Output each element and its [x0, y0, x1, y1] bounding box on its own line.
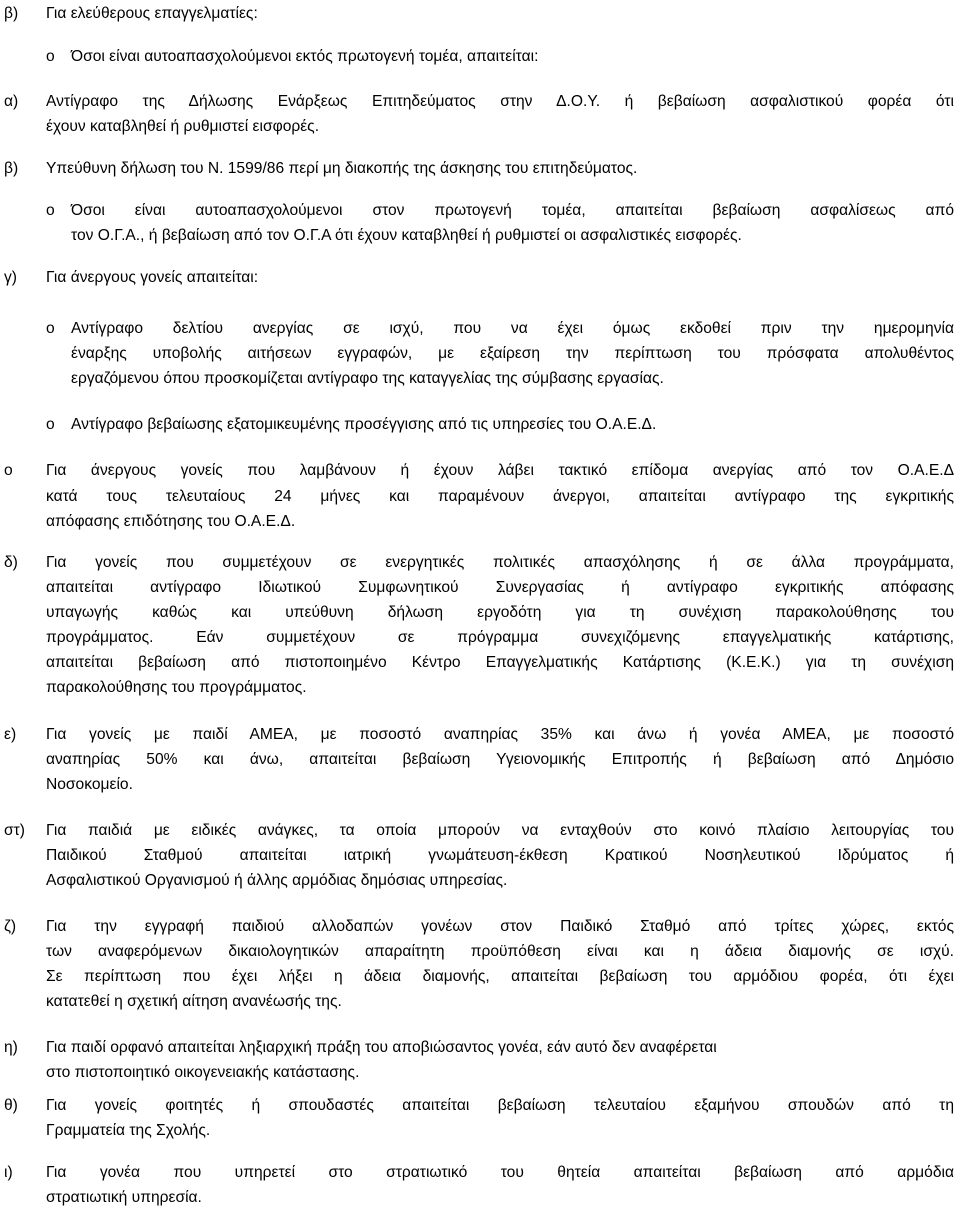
- item-label: δ): [4, 554, 18, 571]
- item-label: ζ): [4, 918, 17, 935]
- paragraph-line: στο πιστοποιητικό οικογενειακής κατάστασης.: [46, 1064, 360, 1081]
- paragraph-line: παρακολούθησης του προγράμματος.: [46, 679, 307, 696]
- paragraph-line: Για παιδιά με ειδικές ανάγκες, τα οποία μπορούν να ενταχθούν στο κοινό πλαίσιο λειτουργίας του: [46, 822, 954, 839]
- paragraph-line: Παιδικού Σταθμού απαιτείται ιατρική γνωμάτευση-έκθεση Κρατικού Νοσηλευτικού Ιδρύματος ή: [46, 847, 954, 864]
- bullet-text: έναρξης υποβολής αιτήσεων εγγραφών, με εξαίρεση την περίπτωση του πρόσφατα απολυθέντος: [71, 345, 954, 362]
- item-label: γ): [4, 269, 17, 286]
- paragraph-line: Για γονείς που συμμετέχουν σε ενεργητικές πολιτικές απασχόλησης ή σε άλλα προγράμματα,: [46, 554, 954, 571]
- paragraph-line: Γραμματεία της Σχολής.: [46, 1122, 211, 1139]
- paragraph-line: υπαγωγής καθώς και υπεύθυνη δήλωση εργοδότη για τη συνέχιση παρακολούθησης του: [46, 604, 954, 621]
- bullet-text: Όσοι είναι αυτοαπασχολούμενοι στον πρωτογενή τομέα, απαιτείται βεβαίωση ασφαλίσεως από: [71, 202, 954, 219]
- paragraph-line: Για γονείς με παιδί ΑΜΕΑ, με ποσοστό αναπηρίας 35% και άνω ή γονέα ΑΜΕΑ, με ποσοστό: [46, 726, 954, 743]
- paragraph-line: προγράμματος. Εάν συμμετέχουν σε πρόγραμμα συνεχιζόμενης επαγγελματικής κατάρτισης,: [46, 629, 954, 646]
- bullet-text: εργαζόμενου όπου προσκομίζεται αντίγραφο της καταγγελίας της σύμβασης εργασίας.: [71, 370, 664, 387]
- paragraph-line: απόφασης επιδότησης του Ο.Α.Ε.Δ.: [46, 513, 296, 530]
- paragraph-line: Για γονείς φοιτητές ή σπουδαστές απαιτείται βεβαίωση τελευταίου εξαμήνου σπουδών από τη: [46, 1097, 954, 1114]
- paragraph-line: Ασφαλιστικού Οργανισμού ή άλλης αρμόδιας δημόσιας υπηρεσίας.: [46, 872, 508, 889]
- paragraph-line: Σε περίπτωση που έχει λήξει η άδεια διαμονής, απαιτείται βεβαίωση του αρμόδιου φορέα, ότι έχει: [46, 968, 954, 985]
- paragraph-line: αναπηρίας 50% και άνω, απαιτείται βεβαίωση Υγειονομικής Επιτροπής ή βεβαίωση από Δημόσιο: [46, 751, 954, 768]
- paragraph-line: κατά τους τελευταίους 24 μήνες και παραμένουν άνεργοι, απαιτείται αντίγραφο της εγκριτικής: [46, 488, 954, 505]
- paragraph-line: Για άνεργους γονείς που λαμβάνουν ή έχουν λάβει τακτικό επίδομα ανεργίας από τον Ο.Α.Ε.Δ: [46, 462, 954, 479]
- item-label: α): [4, 93, 19, 110]
- paragraph-line: των αναφερόμενων δικαιολογητικών απαραίτητη προϋπόθεση είναι και η άδεια διαμονής σε ισχύ.: [46, 943, 954, 960]
- bullet-text: τον Ο.Γ.Α., ή βεβαίωση από τον Ο.Γ.Α ότι έχουν καταβληθεί ή ρυθμιστεί οι ασφαλιστικές εισφορές.: [71, 227, 742, 244]
- bullet-text: Αντίγραφο βεβαίωσης εξατομικευμένης προσέγγισης από τις υπηρεσίες του Ο.Α.Ε.Δ.: [71, 416, 657, 433]
- item-label: στ): [4, 822, 25, 839]
- paragraph-line: Νοσοκομείο.: [46, 776, 133, 793]
- paragraph-line: Υπεύθυνη δήλωση του Ν. 1599/86 περί μη διακοπής της άσκησης του επιτηδεύματος.: [46, 160, 638, 177]
- bullet-marker: o: [46, 48, 55, 65]
- bullet-marker: o: [46, 320, 55, 337]
- paragraph-line: Για την εγγραφή παιδιού αλλοδαπών γονέων στον Παιδικό Σταθμό από τρίτες χώρες, εκτός: [46, 918, 954, 935]
- bullet-marker: o: [46, 202, 55, 219]
- item-label: ι): [4, 1164, 13, 1181]
- paragraph-line: έχουν καταβληθεί ή ρυθμιστεί εισφορές.: [46, 118, 320, 135]
- section-heading-freelancers: Για ελεύθερους επαγγελματίες:: [46, 5, 258, 22]
- bullet-text: Αντίγραφο δελτίου ανεργίας σε ισχύ, που να έχει όμως εκδοθεί πριν την ημερομηνία: [71, 320, 954, 337]
- paragraph-line: Για παιδί ορφανό απαιτείται ληξιαρχική πράξη του αποβιώσαντος γονέα, εάν αυτό δεν αναφέρεται: [46, 1039, 717, 1056]
- item-label: ε): [4, 726, 17, 743]
- section-heading-unemployed: Για άνεργους γονείς απαιτείται:: [46, 269, 259, 286]
- item-label: β): [4, 160, 19, 177]
- item-label: η): [4, 1039, 18, 1056]
- paragraph-line: κατατεθεί η σχετική αίτηση ανανέωσής της.: [46, 993, 342, 1010]
- paragraph-line: απαιτείται βεβαίωση από πιστοποιημένο Κέντρο Επαγγελματικής Κατάρτισης (Κ.Ε.Κ.) για τη συνέχιση: [46, 654, 954, 671]
- paragraph-line: Για γονέα που υπηρετεί στο στρατιωτικό του θητεία απαιτείται βεβαίωση από αρμόδια: [46, 1164, 954, 1181]
- item-label: o: [4, 462, 13, 479]
- paragraph-line: απαιτείται αντίγραφο Ιδιωτικού Συμφωνητικού Συνεργασίας ή αντίγραφο εγκριτικής απόφασης: [46, 579, 954, 596]
- paragraph-line: στρατιωτική υπηρεσία.: [46, 1189, 202, 1206]
- bullet-marker: o: [46, 416, 55, 433]
- bullet-text: Όσοι είναι αυτοαπασχολούμενοι εκτός πρωτογενή τομέα, απαιτείται:: [71, 48, 539, 65]
- paragraph-line: Αντίγραφο της Δήλωσης Ενάρξεως Επιτηδεύματος στην Δ.Ο.Υ. ή βεβαίωση ασφαλιστικού φορέα ότι: [46, 93, 954, 110]
- item-label: β): [4, 5, 19, 22]
- item-label: θ): [4, 1097, 18, 1114]
